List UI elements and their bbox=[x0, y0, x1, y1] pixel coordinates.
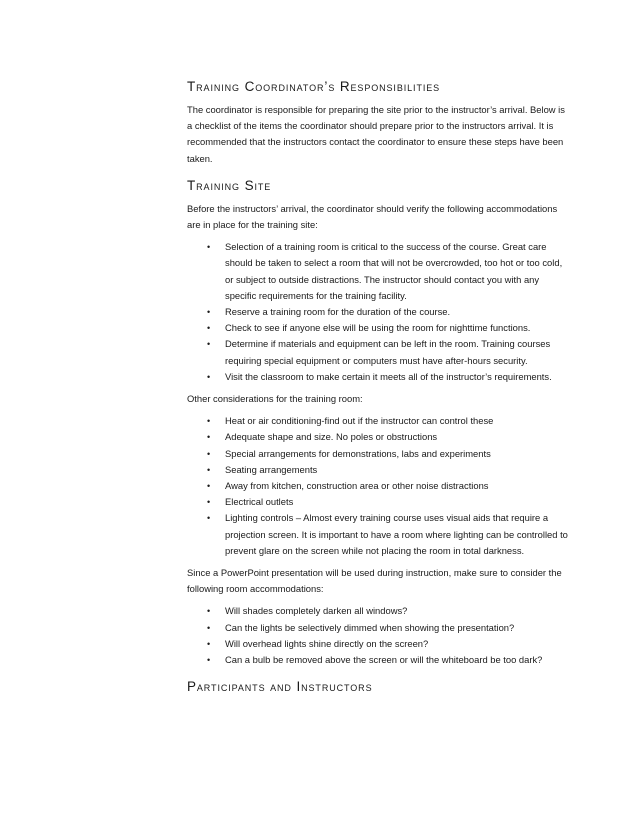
training-site-intro: Before the instructors’ arrival, the coordinator should verify the following accommodations are in place for the training site: bbox=[187, 202, 558, 231]
list-item-text: Check to see if anyone else will be using the room for nighttime functions. bbox=[225, 322, 531, 334]
list-item bbox=[207, 446, 572, 462]
list-item bbox=[207, 336, 572, 368]
list-item-text: Special arrangements for demonstrations, labs and experiments bbox=[225, 447, 491, 459]
list-item bbox=[207, 636, 572, 652]
bullet-icon: • bbox=[207, 606, 211, 617]
bullet-icon: • bbox=[207, 622, 211, 633]
list-item-text: Will overhead lights shine directly on the screen? bbox=[225, 637, 429, 649]
other-considerations-intro: Other considerations for the training room: bbox=[187, 393, 363, 405]
bullet-icon: • bbox=[207, 513, 211, 524]
site-checklist bbox=[187, 239, 572, 385]
list-item bbox=[207, 494, 572, 510]
list-item-text: Can a bulb be removed above the screen or will the whiteboard be too dark? bbox=[225, 654, 543, 666]
list-item-text: Heat or air conditioning-find out if the instructor can control these bbox=[225, 415, 494, 427]
bullet-icon: • bbox=[207, 242, 211, 253]
list-item bbox=[207, 510, 572, 559]
bullet-icon: • bbox=[207, 416, 211, 427]
list-item-text: Away from kitchen, construction area or other noise distractions bbox=[225, 480, 489, 492]
participants-heading: Participants and Instructors bbox=[187, 679, 373, 695]
intro-paragraph: The coordinator is responsible for preparing the site prior to the instructor’s arrival. Below is a checklist of the items the coordinator should prepare prior to the instructors arrival. It is recommended that the instructors contact the coordinator to ensure these steps have been taken. bbox=[187, 104, 565, 164]
list-item bbox=[207, 478, 572, 494]
bullet-icon: • bbox=[207, 638, 211, 649]
list-item bbox=[207, 603, 572, 619]
bullet-icon: • bbox=[207, 432, 211, 443]
bullet-icon: • bbox=[207, 464, 211, 475]
list-item bbox=[207, 320, 572, 336]
list-item bbox=[207, 462, 572, 478]
powerpoint-intro: Since a PowerPoint presentation will be used during instruction, make sure to consider the following room accommodations: bbox=[187, 567, 562, 595]
page-title: Training Coordinator’s Responsibilities bbox=[187, 79, 441, 94]
bullet-icon: • bbox=[207, 655, 211, 666]
training-site-heading: Training Site bbox=[187, 177, 272, 193]
list-item bbox=[207, 620, 572, 636]
bullet-icon: • bbox=[207, 371, 211, 382]
list-item-text: Determine if materials and equipment can be left in the room. Training courses requiring special equipment or computers must have after-hours security. bbox=[225, 338, 551, 366]
powerpoint-checklist bbox=[187, 603, 572, 668]
list-item-text: Will shades completely darken all windows? bbox=[225, 605, 408, 617]
list-item-text: Adequate shape and size. No poles or obstructions bbox=[225, 431, 438, 443]
list-item bbox=[207, 369, 572, 385]
list-item bbox=[207, 304, 572, 320]
list-item-text: Selection of a training room is critical to the success of the course. Great care should be taken to select a room that will not be overcrowded, too hot or too cold, or subject to outside distractions. The instructor should contact you with any specific requirements for the training facility. bbox=[225, 241, 563, 301]
bullet-icon: • bbox=[207, 481, 211, 492]
list-item-text: Can the lights be selectively dimmed when showing the presentation? bbox=[225, 621, 515, 633]
document-page bbox=[187, 78, 572, 702]
bullet-icon: • bbox=[207, 307, 211, 318]
bullet-icon: • bbox=[207, 448, 211, 459]
list-item bbox=[207, 429, 572, 445]
list-item bbox=[207, 652, 572, 668]
list-item-text: Electrical outlets bbox=[225, 496, 294, 508]
list-item-text: Visit the classroom to make certain it meets all of the instructor’s requirements. bbox=[225, 370, 552, 382]
bullet-icon: • bbox=[207, 323, 211, 334]
list-item-text: Reserve a training room for the duration of the course. bbox=[225, 306, 451, 318]
bullet-icon: • bbox=[207, 339, 211, 350]
other-considerations-list bbox=[187, 413, 572, 559]
list-item bbox=[207, 239, 572, 304]
list-item-text: Seating arrangements bbox=[225, 463, 318, 475]
bullet-icon: • bbox=[207, 497, 211, 508]
list-item-text: Lighting controls – Almost every training course uses visual aids that require a projection screen. It is important to have a room where lighting can be controlled to prevent glare on the screen while not placing the room in total darkness. bbox=[225, 512, 568, 556]
list-item bbox=[207, 413, 572, 429]
